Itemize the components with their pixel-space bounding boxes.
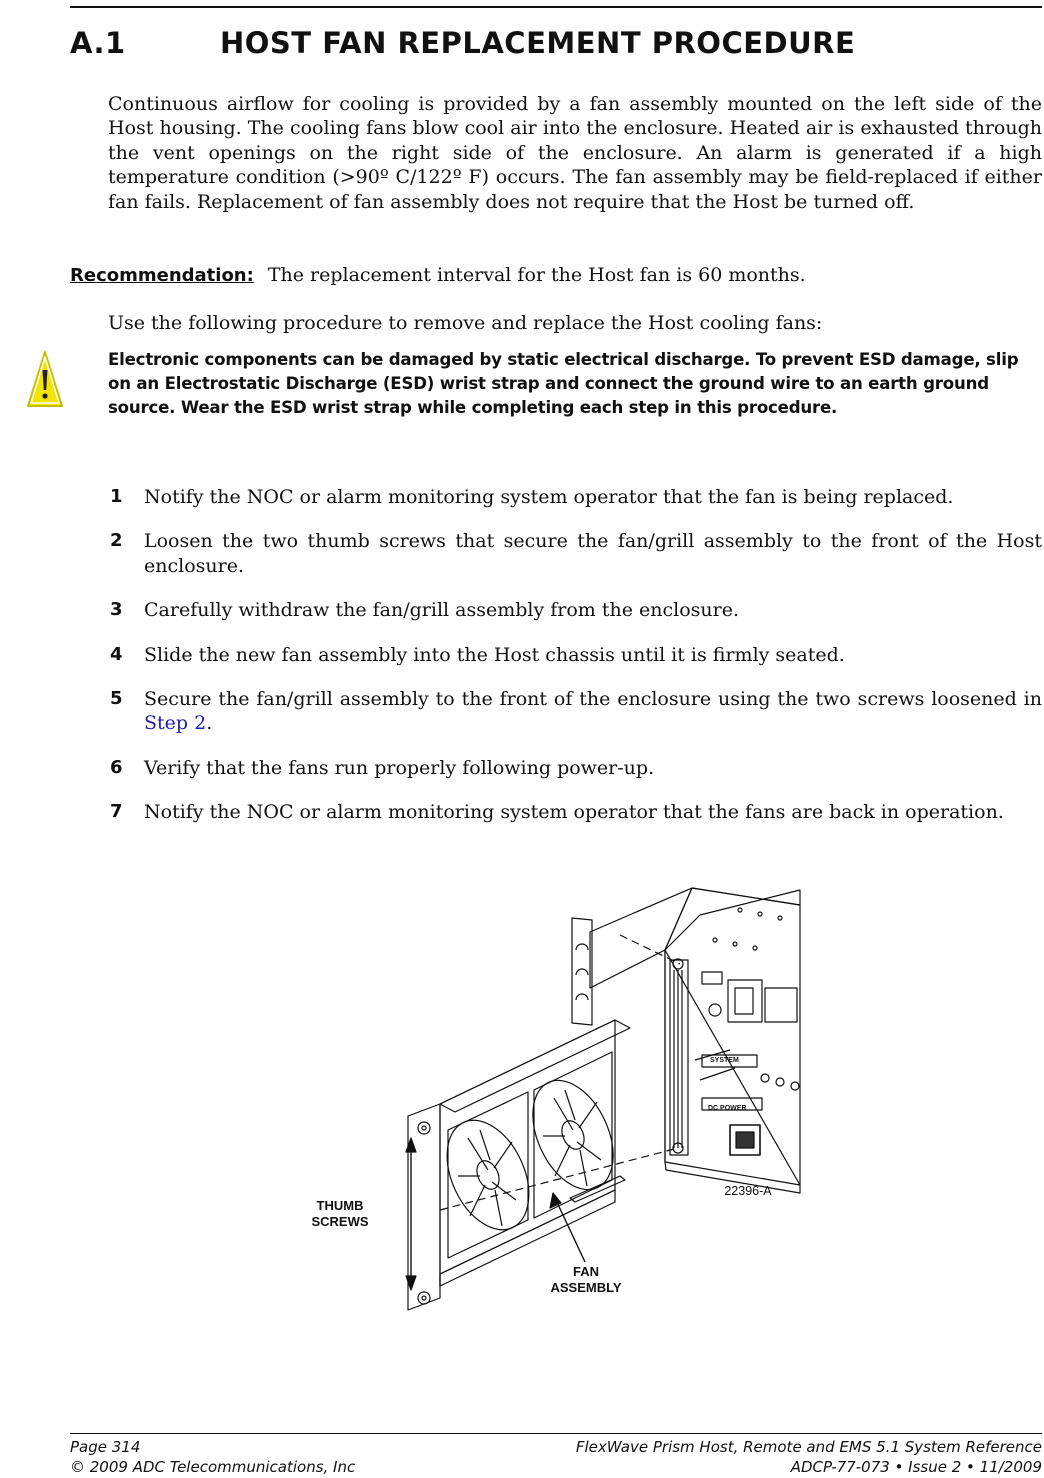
page-number: Page 314 — [70, 1438, 141, 1456]
step-number: 3 — [110, 599, 123, 621]
header-rule — [70, 6, 1042, 8]
document-id: ADCP-77-073 • Issue 2 • 11/2009 — [790, 1458, 1042, 1476]
section-number: A.1 — [70, 26, 126, 60]
step-text: Secure the fan/grill assembly to the front of the enclosure using the two screws loosened in — [144, 688, 1042, 711]
step-text: Loosen the two thumb screws that secure the fan/grill assembly to the front of the Host enclosure. — [144, 530, 1042, 577]
thumb-screws-label-1: THUMB — [316, 1198, 364, 1213]
section-title: HOST FAN REPLACEMENT PROCEDURE — [220, 26, 856, 60]
thumb-screws-label-2: SCREWS — [311, 1214, 369, 1229]
list-item — [108, 800, 1042, 824]
figure-id: 22396-A — [724, 1184, 772, 1198]
step-number: 6 — [110, 756, 123, 778]
step-2-link[interactable]: Step 2 — [144, 712, 207, 735]
intro-paragraph: Continuous airflow for cooling is provided by a fan assembly mounted on the left side of the Host housing. The cooling fans blow cool air into the enclosure. Heated air is exhausted through the vent openings on the right side of the enclosure. An alarm is generated if a high temperature condition (>90º C/122º F) occurs. The fan assembly may be field-replaced if either fan fails. Replacement of fan assembly does not require that the Host be turned off. — [108, 93, 1042, 213]
list-item — [108, 756, 1042, 780]
recommendation — [70, 263, 1042, 288]
list-item — [108, 643, 1042, 667]
step-number: 4 — [110, 643, 123, 665]
list-item — [108, 529, 1042, 578]
copyright: © 2009 ADC Telecommunications, Inc — [70, 1458, 356, 1476]
step-number: 7 — [110, 801, 123, 823]
list-item — [108, 687, 1042, 736]
step-text-end: . — [206, 712, 213, 735]
esd-warning: Electronic components can be damaged by static electrical discharge. To prevent ESD damage, slip on an Electrostatic Discharge (ESD) wrist strap and connect the ground wire to an earth ground source. Wear the ESD wrist strap while completing each step in this procedure. — [108, 350, 1019, 418]
list-item — [108, 598, 1042, 622]
footer-rule — [70, 1433, 1042, 1434]
recommendation-label: Recommendation: — [70, 265, 254, 286]
step-text: Verify that the fans run properly following power-up. — [144, 756, 655, 779]
fan-assembly-label-1: FAN — [573, 1264, 599, 1279]
panel-dc-power-label: DC POWER — [708, 1105, 747, 1112]
recommendation-text: The replacement interval for the Host fan is 60 months. — [267, 264, 806, 286]
procedure-intro: Use the following procedure to remove and replace the Host cooling fans: — [108, 312, 823, 334]
step-text: Notify the NOC or alarm monitoring system operator that the fans are back in operation. — [144, 801, 1004, 824]
list-item — [108, 485, 1042, 509]
warning-icon — [26, 350, 64, 410]
step-text: Carefully withdraw the fan/grill assembly from the enclosure. — [144, 599, 740, 622]
panel-system-label: SYSTEM — [710, 1057, 739, 1064]
document-title: FlexWave Prism Host, Remote and EMS 5.1 System Reference — [575, 1438, 1042, 1456]
host-chassis — [590, 888, 800, 1193]
step-text: Slide the new fan assembly into the Host chassis until it is firmly seated. — [144, 643, 845, 666]
step-text: Notify the NOC or alarm monitoring system operator that the fan is being replaced. — [144, 486, 954, 508]
fan-assembly-label-2: ASSEMBLY — [550, 1280, 622, 1295]
step-number: 5 — [110, 688, 123, 710]
mounting-flange — [572, 918, 592, 1025]
step-number: 1 — [110, 486, 123, 507]
section-heading — [70, 26, 1030, 60]
footer-left — [70, 1437, 355, 1477]
step-number: 2 — [110, 530, 123, 552]
footer-right — [576, 1437, 1042, 1477]
fan-assembly-figure — [290, 880, 820, 1320]
procedure-steps — [108, 485, 1042, 845]
